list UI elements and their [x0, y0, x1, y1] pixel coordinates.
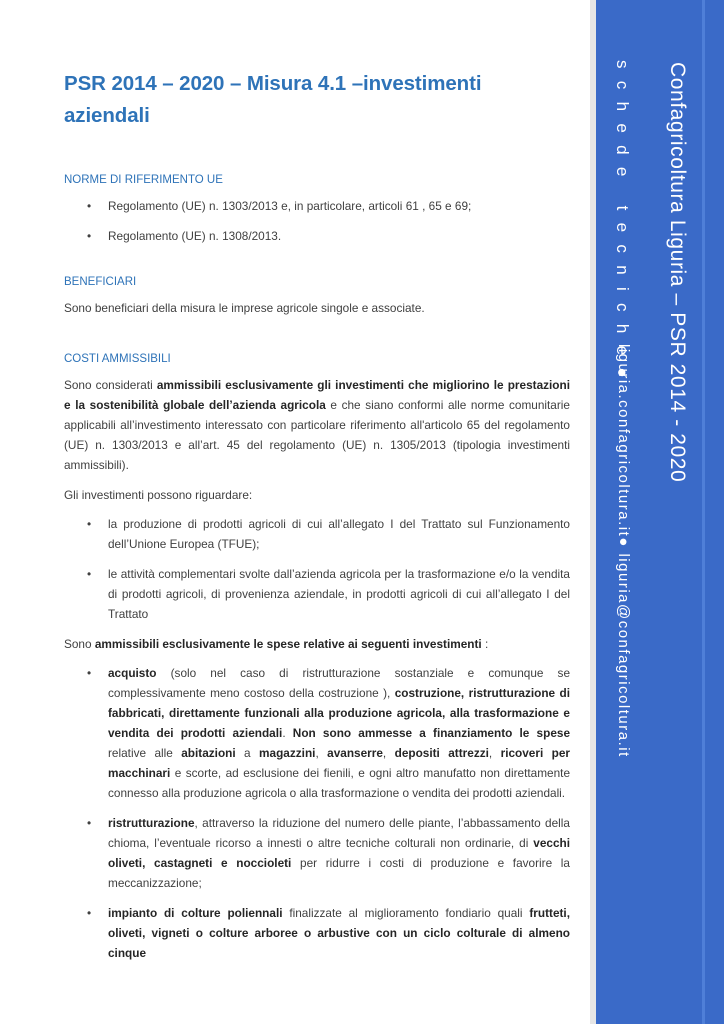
list-item-acquisto: • acquisto (solo nel caso di ristrutturazione sostanziale e comunque se complessivamente meno costoso della costruzione ), costruzione, ristrutturazione di fabbricati, direttamente funzionali alla produzione agricola, alla trasformazione e vendita dei prodotti aziendali. Non sono ammesse a finanziamento le spese relative alle abitazioni a magazzini, avanserre, depositi attrezzi, ricoveri per macchinari e scorte, ad esclusione dei fienili, e ogni altro manufatto non direttamente connesso alla produzione agricola o alla trasformazione o vendita dei prodotti aziendali.: [64, 663, 570, 803]
investimenti-list: [64, 514, 570, 624]
list-item: • la produzione di prodotti agricoli di cui all’allegato I del Trattato sul Funzionamento dell’Unione Europea (TFUE);: [64, 514, 570, 554]
list-item: • Regolamento (UE) n. 1308/2013.: [64, 226, 570, 246]
norme-list: [64, 196, 570, 246]
sidebar-divider: [702, 0, 705, 1024]
bullet-icon: •: [87, 229, 92, 243]
section-heading-beneficiari: BENEFICIARI: [64, 276, 137, 288]
investimenti-intro: Gli investimenti possono riguardare:: [64, 488, 253, 502]
bullet-icon: •: [87, 517, 92, 531]
section-heading-norme: NORME DI RIFERIMENTO UE: [64, 174, 223, 186]
bullet-icon: •: [87, 199, 92, 213]
list-item-impianto: • impianto di colture poliennali finalizzate al miglioramento fondiario quali frutteti, oliveti, vigneti o colture arboree o arbustive con un ciclo colturale di almeno cinque: [64, 903, 570, 963]
bullet-icon: •: [87, 906, 92, 920]
sidebar-subtitle: schede tecniche●: [613, 60, 632, 390]
beneficiari-text: Sono beneficiari della misura le imprese agricole singole e associate.: [64, 301, 425, 315]
page-title: PSR 2014 – 2020 – Misura 4.1 –investimenti aziendali: [64, 72, 482, 127]
spese-intro: Sono ammissibili esclusivamente le spese relative ai seguenti investimenti :: [64, 637, 489, 651]
section-heading-costi: COSTI AMMISSIBILI: [64, 353, 171, 365]
sidebar-title: Confagricoltura Liguria – PSR 2014 - 2020: [666, 62, 689, 483]
bullet-icon: •: [87, 567, 92, 581]
spese-list: [64, 663, 570, 963]
list-item: • Regolamento (UE) n. 1303/2013 e, in particolare, articoli 61 , 65 e 69;: [64, 196, 570, 216]
bullet-icon: •: [87, 816, 92, 830]
list-item-ristrutturazione: • ristrutturazione, attraverso la riduzione del numero delle piante, l’abbassamento della chioma, l’eventuale ricorso a innesti o altre tecniche colturali non ordinarie, di vecchi oliveti, castagneti e noccioleti per ridurre i costi di produzione e favorire la meccanizzazione;: [64, 813, 570, 893]
sidebar-contacts: liguria.confagricoltura.it● liguria@confagricoltura.it: [615, 344, 632, 758]
document-body: [64, 68, 570, 963]
costi-paragraph: Sono considerati ammissibili esclusivamente gli investimenti che migliorino le prestazioni e la sostenibilità globale dell’azienda agricola e che siano conformi alle norme comunitarie applicabili all’investimento interessato con particolare riferimento all'articolo 65 del regolamento (UE) n. 1303/2013 e all’art. 45 del regolamento (UE) n. 1305/2013 (tipologia investimenti ammissibili).: [64, 378, 570, 472]
bullet-icon: •: [87, 666, 92, 680]
list-item: • le attività complementari svolte dall’azienda agricola per la trasformazione e/o la vendita di prodotti agricoli, di provenienza aziendale, in prodotti agricoli di cui all’allegato I del Trattato: [64, 564, 570, 624]
